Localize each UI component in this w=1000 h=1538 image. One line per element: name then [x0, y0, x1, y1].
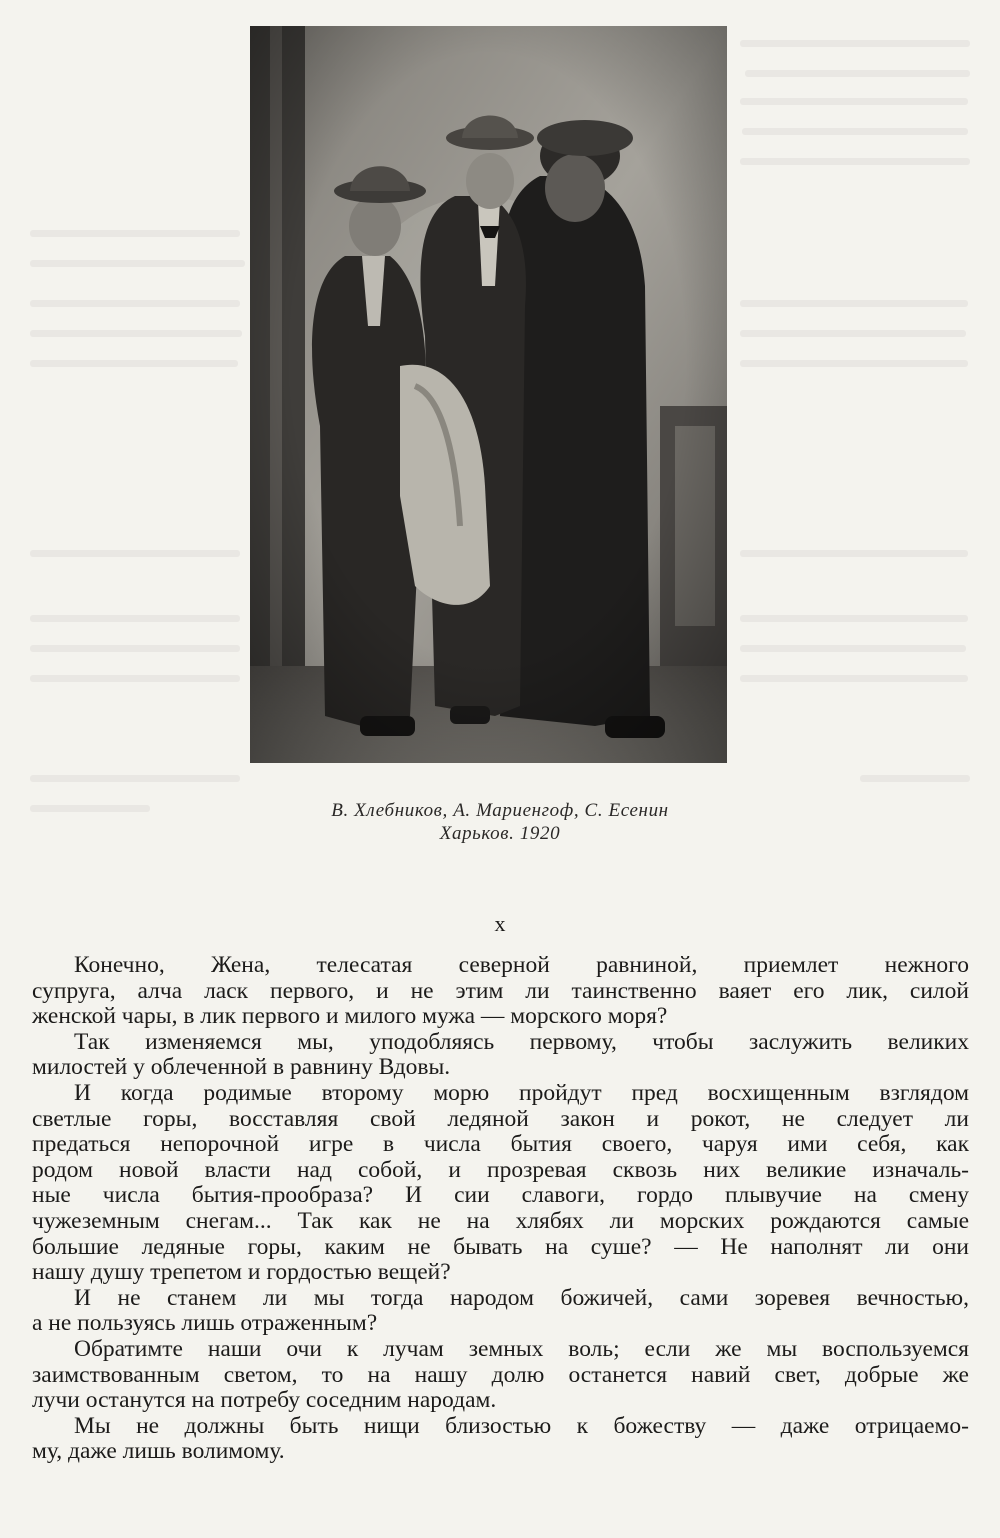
text-line: предаться непорочной игре в числа бытия своего, чаруя ими себя, как — [32, 1131, 969, 1158]
text-line: ные числа бытия-прообраза? И сии славоги, гордо плывучие на смену — [32, 1182, 969, 1209]
text-line: лучи останутся на потребу соседним народам. — [32, 1387, 497, 1414]
photograph — [250, 26, 727, 763]
photo-caption-names: В. Хлебников, А. Мариенгоф, С. Есенин — [331, 800, 669, 821]
text-line: И когда родимые второму морю пройдут пред восхищенным взглядом — [74, 1079, 969, 1106]
section-number: x — [494, 911, 506, 936]
text-line: светлые горы, восставляя свой ледяной закон и рокот, не следует ли — [32, 1105, 969, 1132]
text-line: Так изменяемся мы, уподобляясь первому, чтобы заслужить великих — [74, 1028, 969, 1055]
text-line: родом новой власти над собой, и прозревая сквозь них великие изначаль- — [32, 1156, 969, 1183]
text-line: супруга, алча ласк первого, и не этим ли таинственно ваяет его лик, силой — [32, 977, 969, 1004]
text-line: нашу душу трепетом и гордостью вещей? — [32, 1259, 451, 1286]
text-line: Мы не должны быть нищи близостью к божеству — даже отрицаемо- — [74, 1412, 969, 1439]
text-line: женской чары, в лик первого и милого мужа — морского моря? — [32, 1003, 668, 1030]
text-line: заимствованным светом, то на нашу долю останется навий свет, добрые же — [32, 1361, 969, 1388]
photograph-illustration — [250, 26, 727, 763]
text-line: Конечно, Жена, телесатая северной равниной, приемлет нежного — [74, 952, 969, 978]
text-line: Обратимте наши очи к лучам земных воль; если же мы воспользуемся — [74, 1335, 969, 1362]
text-line: а не пользуясь лишь отраженным? — [32, 1310, 378, 1337]
photo-caption-place-date: Харьков. 1920 — [439, 823, 561, 844]
text-line: милостей у облеченной в равнину Вдовы. — [32, 1054, 451, 1081]
text-line: большие ледяные горы, каким не бывать на суше? — Не наполнят ли они — [32, 1233, 969, 1260]
text-line: И не станем ли мы тогда народом божичей, сами зоревея вечностью, — [74, 1284, 969, 1311]
text-line: чужеземным снегам... Так как не на хлябях ли морских рождаются самые — [32, 1207, 969, 1234]
body-text — [32, 953, 969, 1465]
text-line: му, даже лишь волимому. — [32, 1438, 285, 1465]
